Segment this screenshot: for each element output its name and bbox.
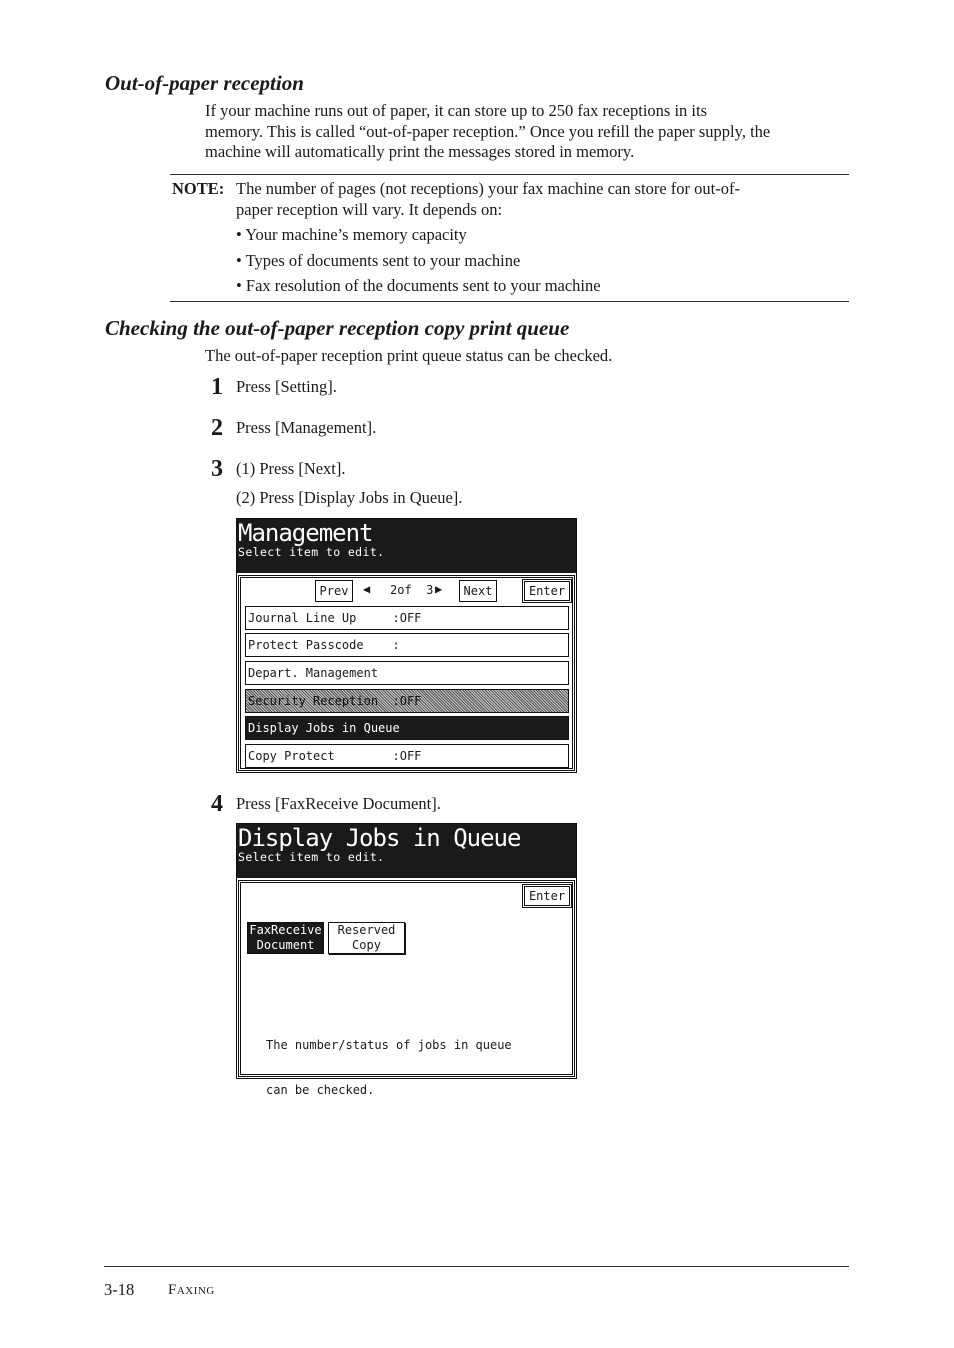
note-bullet: • Types of documents sent to your machine: [236, 250, 521, 270]
step-text: Press [FaxReceive Document].: [236, 794, 441, 813]
menu-row-journal-line-up[interactable]: Journal Line Up :OFF: [245, 606, 569, 630]
paragraph-line: If your machine runs out of paper, it can store up to 250 fax receptions in its: [205, 101, 707, 120]
note-bullet: • Your machine’s memory capacity: [236, 225, 467, 244]
screen-panel: [238, 575, 575, 771]
note-line: The number of pages (not receptions) your fax machine can store for out-of-: [236, 179, 740, 198]
screen-title: Management: [238, 519, 373, 547]
next-button[interactable]: Next: [459, 580, 497, 602]
step-text: (1) Press [Next].: [236, 459, 346, 478]
step-text: Press [Management].: [236, 418, 377, 437]
footer-divider: [104, 1266, 849, 1267]
screen-title: Display Jobs in Queue: [238, 824, 521, 852]
note-line: paper reception will vary. It depends on:: [236, 199, 503, 219]
enter-button[interactable]: Enter: [524, 581, 570, 601]
message-line: The number/status of jobs in queue: [266, 1038, 512, 1052]
screen-panel: [238, 880, 575, 1097]
button-label-line: Document: [256, 938, 315, 952]
screen-header: [237, 824, 576, 878]
paragraph-line: memory. This is called “out-of-paper reception.” Once you refill the paper supply, the: [205, 121, 771, 141]
section-heading-print-queue: Checking the out-of-paper reception copy print queue: [105, 316, 570, 340]
divider: [170, 174, 849, 175]
page-indicator: 2of 3: [390, 583, 434, 597]
management-screen: [236, 518, 577, 773]
faxreceive-document-button[interactable]: [247, 922, 324, 954]
menu-row-copy-protect[interactable]: Copy Protect :OFF: [245, 744, 569, 768]
right-arrow-icon[interactable]: ▶: [435, 582, 443, 596]
button-label-line: FaxReceive: [249, 923, 322, 937]
display-jobs-screen: [236, 823, 577, 1097]
screen-subtitle: Select item to edit.: [238, 545, 385, 559]
step-number: 3: [211, 456, 223, 482]
divider: [170, 301, 849, 302]
step-text: Press [Setting].: [236, 377, 337, 396]
note-bullet: • Fax resolution of the documents sent to your machine: [236, 276, 601, 295]
button-label-line: Reserved: [337, 923, 396, 937]
menu-row-depart-management[interactable]: Depart. Management: [245, 661, 569, 685]
prev-button[interactable]: Prev: [315, 580, 353, 602]
step-number: 4: [211, 791, 223, 817]
screen-header: [237, 519, 576, 573]
step-number: 1: [211, 374, 223, 400]
out-of-paper-paragraph: [205, 101, 865, 163]
print-queue-intro: The out-of-paper reception print queue status can be checked.: [205, 346, 613, 365]
paragraph-line: machine will automatically print the messages stored in memory.: [205, 142, 635, 161]
step-number: 2: [211, 415, 223, 441]
page-number: 3-18: [104, 1280, 135, 1299]
reserved-copy-button[interactable]: [328, 922, 405, 954]
note-text: [236, 179, 846, 297]
message-line: can be checked.: [266, 1083, 375, 1097]
footer-section-label: Faxing: [168, 1282, 215, 1298]
button-label-line: Copy: [352, 938, 381, 952]
section-heading-out-of-paper: Out-of-paper reception: [105, 71, 304, 95]
menu-row-display-jobs-in-queue[interactable]: Display Jobs in Queue: [245, 716, 569, 740]
step-text-sub: (2) Press [Display Jobs in Queue].: [236, 488, 463, 507]
menu-row-security-reception: Security Reception :OFF: [245, 689, 569, 713]
queue-info-message: [266, 1008, 512, 1128]
note-label: NOTE:: [172, 179, 225, 198]
screen-subtitle: Select item to edit.: [238, 850, 385, 864]
enter-button[interactable]: Enter: [524, 886, 570, 906]
left-arrow-icon[interactable]: ◀: [363, 582, 371, 596]
menu-row-protect-passcode[interactable]: Protect Passcode :: [245, 633, 569, 657]
